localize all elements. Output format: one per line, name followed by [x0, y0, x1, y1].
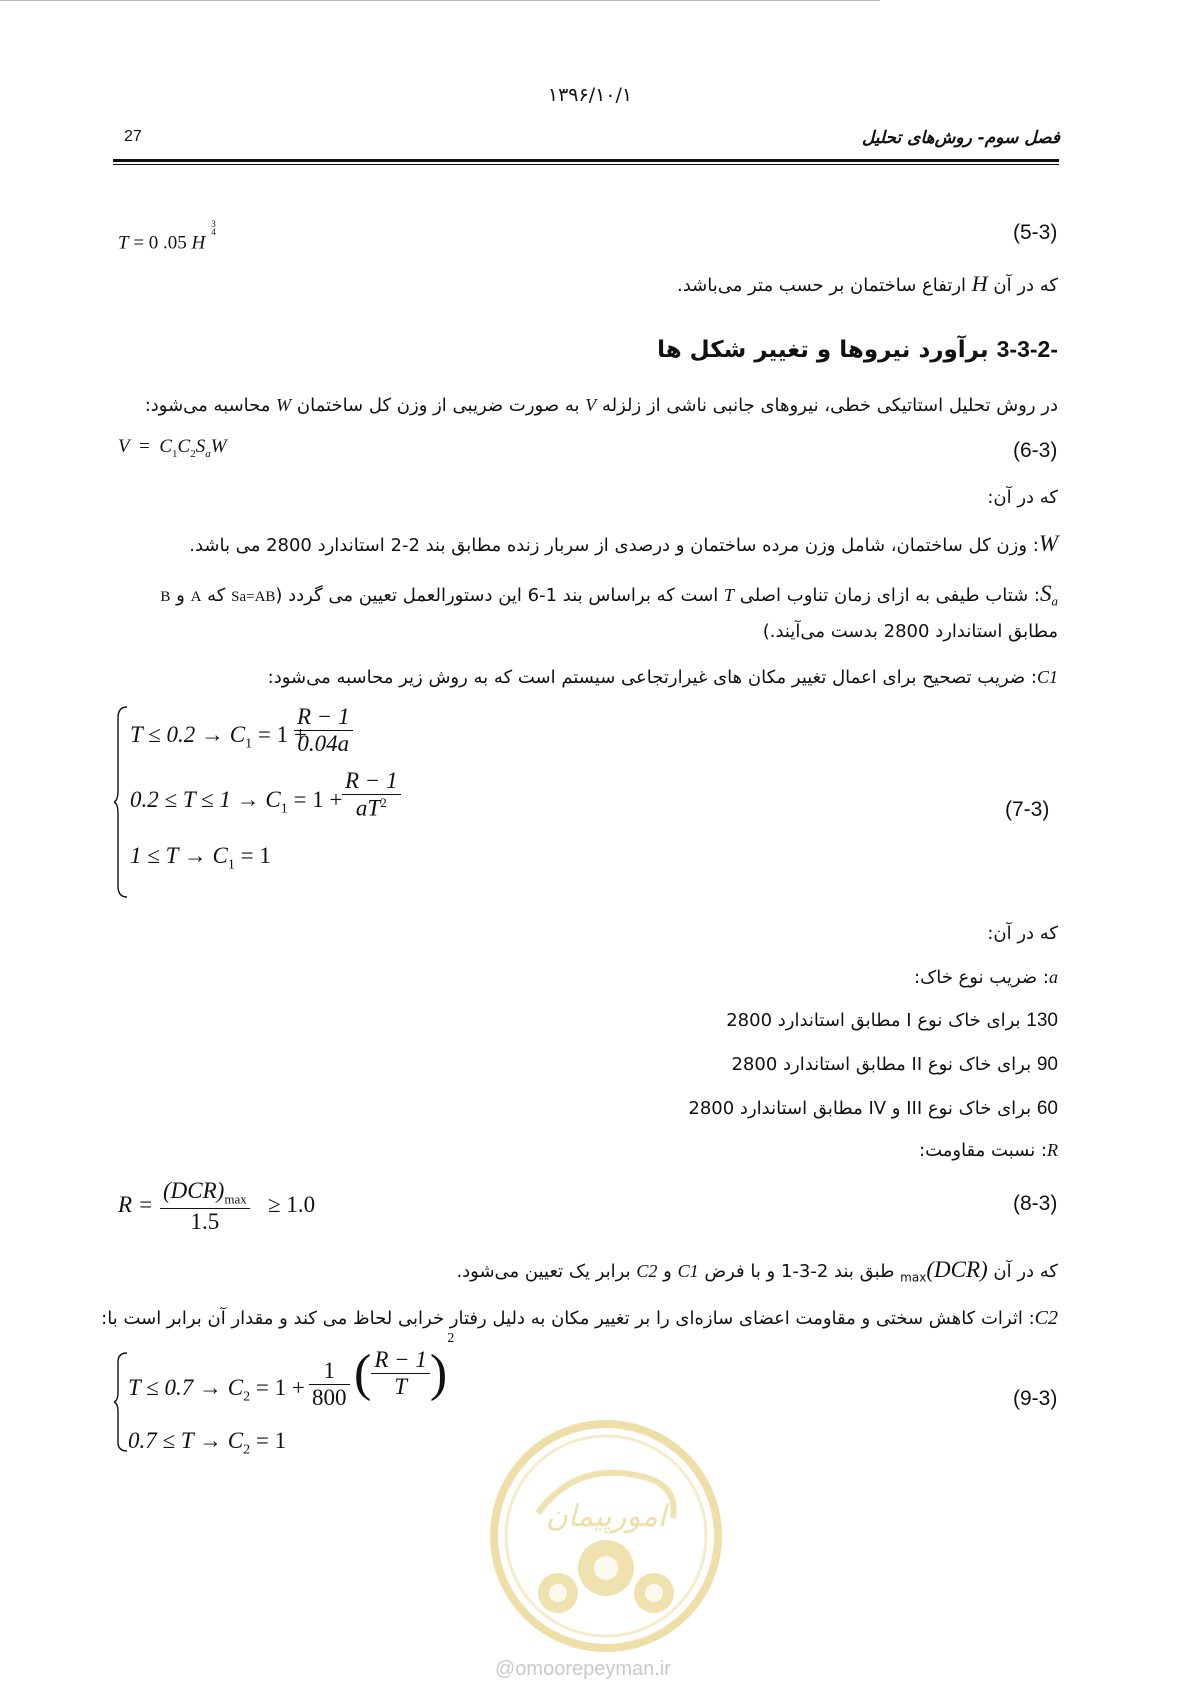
document-date: ۱۳۹۶/۱۰/۱ — [547, 84, 633, 106]
eq-9-3-fraction-1: $\frac{1}{800}$ — [309, 1358, 350, 1411]
eq-7-3-case-1: $T \le 0.2 \to C_1 = 1$ + — [130, 722, 307, 752]
eq-9-3-case-1: $T \le 0.7 \to C_2 = 1$ + — [128, 1375, 305, 1405]
eq-7-3-case-2: $0.2 \le T \le 1 \to C_1 = 1$ + — [130, 787, 343, 817]
eq-7-3-case-3: $1 \le T \to C_1 = 1$ — [130, 843, 271, 873]
watermark-logo — [488, 1418, 724, 1658]
equation-number-8-3: (8-3) — [1013, 1192, 1058, 1215]
definition-a: a: ضریب نوع خاک: — [914, 967, 1058, 988]
top-rule — [0, 0, 880, 1]
definition-w: W: وزن کل ساختمان، شامل وزن مرده ساختمان و درصدی از سربار زنده مطابق بند 2-2 استاندارد 2800 می باشد. — [189, 531, 1058, 556]
where-label-2: که در آن: — [987, 923, 1058, 944]
soil-item-1: 130 برای خاک نوع I مطابق استاندارد 2800 — [726, 1010, 1058, 1031]
svg-text:امورپیمان: امورپیمان — [545, 1499, 667, 1534]
definition-sa-line2: مطابق استاندارد 2800 بدست می‌آیند.) — [762, 621, 1058, 642]
header-rule — [113, 159, 1059, 162]
definition-sa: $S_a$: شتاب طیفی به ازای زمان تناوب اصلی T است که براساس بند 1-6 این دستورالعمل تعیین می گردد (Sa=AB که A و B — [160, 581, 1058, 609]
brace-7-3 — [114, 706, 128, 898]
section-heading: 3-3-2- برآورد نیروها و تغییر شکل ها — [657, 336, 1058, 363]
equation-8-3-lhs: R = — [118, 1192, 154, 1217]
soil-item-2: 90 برای خاک نوع II مطابق استاندارد 2800 — [731, 1054, 1058, 1075]
header-rule-thin — [113, 164, 1059, 165]
equation-number-7-3: (7-3) — [1005, 798, 1050, 821]
definition-r: R: نسبت مقاومت: — [919, 1140, 1058, 1161]
where-label-1: که در آن: — [987, 487, 1058, 508]
equation-number-6-3: (6-3) — [1013, 439, 1058, 462]
explanation-5-3: که در آن H ارتفاع ساختمان بر حسب متر می‌باشد. — [676, 271, 1058, 296]
brace-9-3 — [114, 1352, 128, 1452]
dcr-paragraph: که در آن $(DCR)_{max}$ طبق بند 2-3-1 و با فرض C1 و C2 برابر یک تعیین می‌شود. — [456, 1257, 1058, 1285]
eq-7-3-case-2-fraction: $\frac{R - 1}{aT^2}$ — [342, 768, 401, 822]
definition-c2: C2: اثرات کاهش سختی و مقاومت اعضای سازه‌ای را بر تغییر مکان به دلیل رفتار خرابی لحاظ می کند و مقدار آن برابر است با: — [101, 1307, 1058, 1329]
chapter-title: فصل سوم- روش‌های تحلیل — [861, 128, 1060, 148]
page-number: 27 — [124, 128, 142, 145]
equation-5-3: T = 0 .05 $H^{3 4}$ — [118, 219, 216, 254]
equation-number-9-3: (9-3) — [1013, 1387, 1058, 1410]
equation-8-3-rhs: ≥ 1.0 — [268, 1192, 316, 1217]
site-watermark: @omoorepeyman.ir — [495, 1658, 671, 1680]
equation-number-5-3: (5-3) — [1013, 221, 1058, 244]
equation-6-3: $V = C_1C_2S_aW$ — [118, 436, 227, 460]
eq-7-3-case-1-fraction: $\frac{R - 1}{0.04a}$ — [294, 704, 353, 757]
eq-9-3-case-2: $0.7 \le T \to C_2 = 1$ — [128, 1428, 287, 1458]
definition-c1: C1: ضریب تصحیح برای اعمال تغییر مکان های غیرارتجاعی سیستم است که به روش زیر محاسبه می‌شود: — [267, 667, 1058, 688]
intro-paragraph: در روش تحلیل استاتیکی خطی، نیروهای جانبی ناشی از زلزله V به صورت ضریبی از وزن کل ساختمان W محاسبه می‌شود: — [144, 395, 1058, 416]
soil-item-3: 60 برای خاک نوع III و IV مطابق استاندارد 2800 — [688, 1098, 1058, 1119]
equation-8-3-fraction: $\frac{(DCR)_{max}}{1.5}$ — [160, 1178, 250, 1235]
eq-9-3-paren-fraction: ( $\frac{R - 1}{T}$ )$^2$ — [354, 1331, 455, 1402]
